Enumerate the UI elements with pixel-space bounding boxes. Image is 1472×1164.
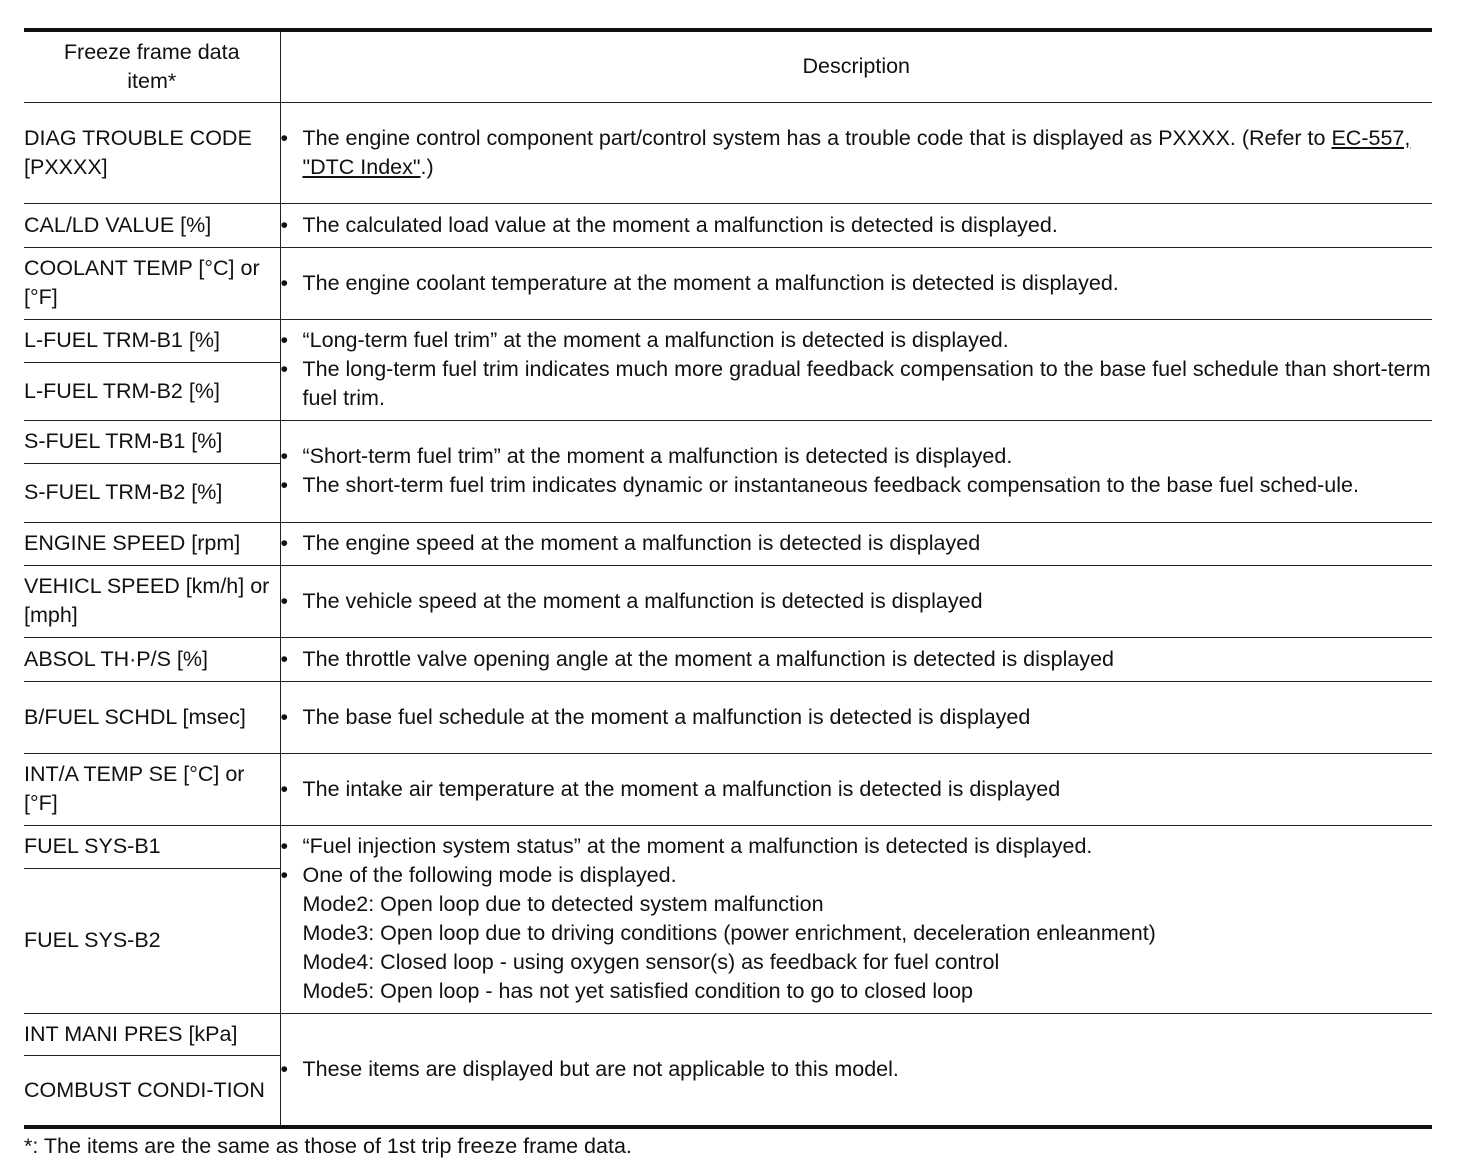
absol-desc: • The throttle valve opening angle at the moment a malfunction is detected is displayed <box>281 645 1433 674</box>
lfuel-desc-1: • “Long-term fuel trim” at the moment a malfunction is detected is displayed. <box>281 326 1433 355</box>
table-header-row <box>24 30 1432 102</box>
bfuel-desc: • The base fuel schedule at the moment a malfunction is detected is displayed <box>281 703 1433 732</box>
dtc-index-link[interactable]: EC-557, "DTC Index" <box>302 125 1411 179</box>
row-desc-vehicle-speed <box>280 565 1432 637</box>
footnote: *: The items are the same as those of 1st trip freeze frame data. <box>24 1134 632 1158</box>
row-item-combust: COMBUST CONDI-TION <box>24 1055 280 1127</box>
freeze-frame-table <box>24 28 1432 1129</box>
row-item-coolant: COOLANT TEMP [°C] or [°F] <box>24 247 280 319</box>
row-item-inta: INT/A TEMP SE [°C] or [°F] <box>24 753 280 825</box>
mode-item: Mode2: Open loop due to detected system malfunction <box>302 892 824 916</box>
header-description: Description <box>280 30 1432 102</box>
row-desc-sfuel <box>280 420 1432 522</box>
row-desc-fuel-sys <box>280 825 1432 1013</box>
row-item-fuel-sys-b2: FUEL SYS-B2 <box>24 868 280 1013</box>
lfuel-desc-2: • The long-term fuel trim indicates much more gradual feedback compensation to the base fuel schedule than short-term fuel trim. <box>281 355 1433 413</box>
inta-desc: • The intake air temperature at the moment a malfunction is detected is displayed <box>281 775 1433 804</box>
cal-desc: • The calculated load value at the moment a malfunction is detected is displayed. <box>281 211 1433 240</box>
table-row <box>24 681 1432 753</box>
row-item-sfuel-b1: S-FUEL TRM-B1 [%] <box>24 420 280 463</box>
diag-desc-text: The engine control component part/control system has a trouble code that is displayed as PXXXX. (Refer to <box>302 125 1332 150</box>
table-row <box>24 522 1432 565</box>
mode-item: Mode4: Closed loop - using oxygen sensor(s) as feedback for fuel control <box>302 950 1000 974</box>
na-desc: • These items are displayed but are not applicable to this model. <box>281 1055 1433 1084</box>
table-row <box>24 247 1432 319</box>
vehicle-speed-desc: • The vehicle speed at the moment a malfunction is detected is displayed <box>281 587 1433 616</box>
table-row <box>24 637 1432 681</box>
fuel-sys-desc-1: • “Fuel injection system status” at the moment a malfunction is detected is displayed. <box>281 832 1433 861</box>
table-row <box>24 1013 1432 1055</box>
table-row <box>24 102 1432 203</box>
row-item-fuel-sys-b1: FUEL SYS-B1 <box>24 825 280 868</box>
table-row <box>24 753 1432 825</box>
row-item-engine-speed: ENGINE SPEED [rpm] <box>24 522 280 565</box>
row-desc-not-applicable <box>280 1013 1432 1127</box>
table-row <box>24 420 1432 463</box>
row-item-sfuel-b2: S-FUEL TRM-B2 [%] <box>24 463 280 522</box>
row-desc-absol <box>280 637 1432 681</box>
row-desc-bfuel <box>280 681 1432 753</box>
diag-desc-tail: .) <box>420 154 434 179</box>
fuel-sys-desc-2 <box>281 861 1433 1006</box>
row-item-bfuel: B/FUEL SCHDL [msec] <box>24 681 280 753</box>
fuel-sys-mode-intro: • One of the following mode is displayed. <box>302 863 677 887</box>
coolant-desc: • The engine coolant temperature at the moment a malfunction is detected is displayed. <box>281 269 1433 298</box>
header-item: Freeze frame data item* <box>24 30 280 102</box>
table-row <box>24 565 1432 637</box>
row-desc-engine-speed <box>280 522 1432 565</box>
row-item-cal: CAL/LD VALUE [%] <box>24 203 280 247</box>
row-item-lfuel-b1: L-FUEL TRM-B1 [%] <box>24 319 280 362</box>
row-item-diag: DIAG TROUBLE CODE [PXXXX] <box>24 102 280 203</box>
row-item-vehicle-speed: VEHICL SPEED [km/h] or [mph] <box>24 565 280 637</box>
row-desc-inta <box>280 753 1432 825</box>
fuel-sys-mode-list <box>303 890 1433 1006</box>
sfuel-desc-2: • The short-term fuel trim indicates dynamic or instantaneous feedback compensation to the base fuel sched-ule. <box>281 471 1433 500</box>
mode-item: Mode5: Open loop - has not yet satisfied condition to go to closed loop <box>302 979 974 1003</box>
row-item-absol: ABSOL TH·P/S [%] <box>24 637 280 681</box>
row-desc-lfuel <box>280 319 1432 420</box>
table-row <box>24 825 1432 868</box>
row-desc-coolant <box>280 247 1432 319</box>
engine-speed-desc: • The engine speed at the moment a malfunction is detected is displayed <box>281 529 1433 558</box>
mode-item: Mode3: Open loop due to driving conditions (power enrichment, deceleration enleanment) <box>302 921 1156 945</box>
sfuel-desc-1: • “Short-term fuel trim” at the moment a malfunction is detected is displayed. <box>281 442 1433 471</box>
row-desc-diag <box>280 102 1432 203</box>
table-row <box>24 319 1432 362</box>
row-item-lfuel-b2: L-FUEL TRM-B2 [%] <box>24 362 280 420</box>
row-desc-cal <box>280 203 1432 247</box>
row-item-int-mani: INT MANI PRES [kPa] <box>24 1013 280 1055</box>
table-row <box>24 203 1432 247</box>
